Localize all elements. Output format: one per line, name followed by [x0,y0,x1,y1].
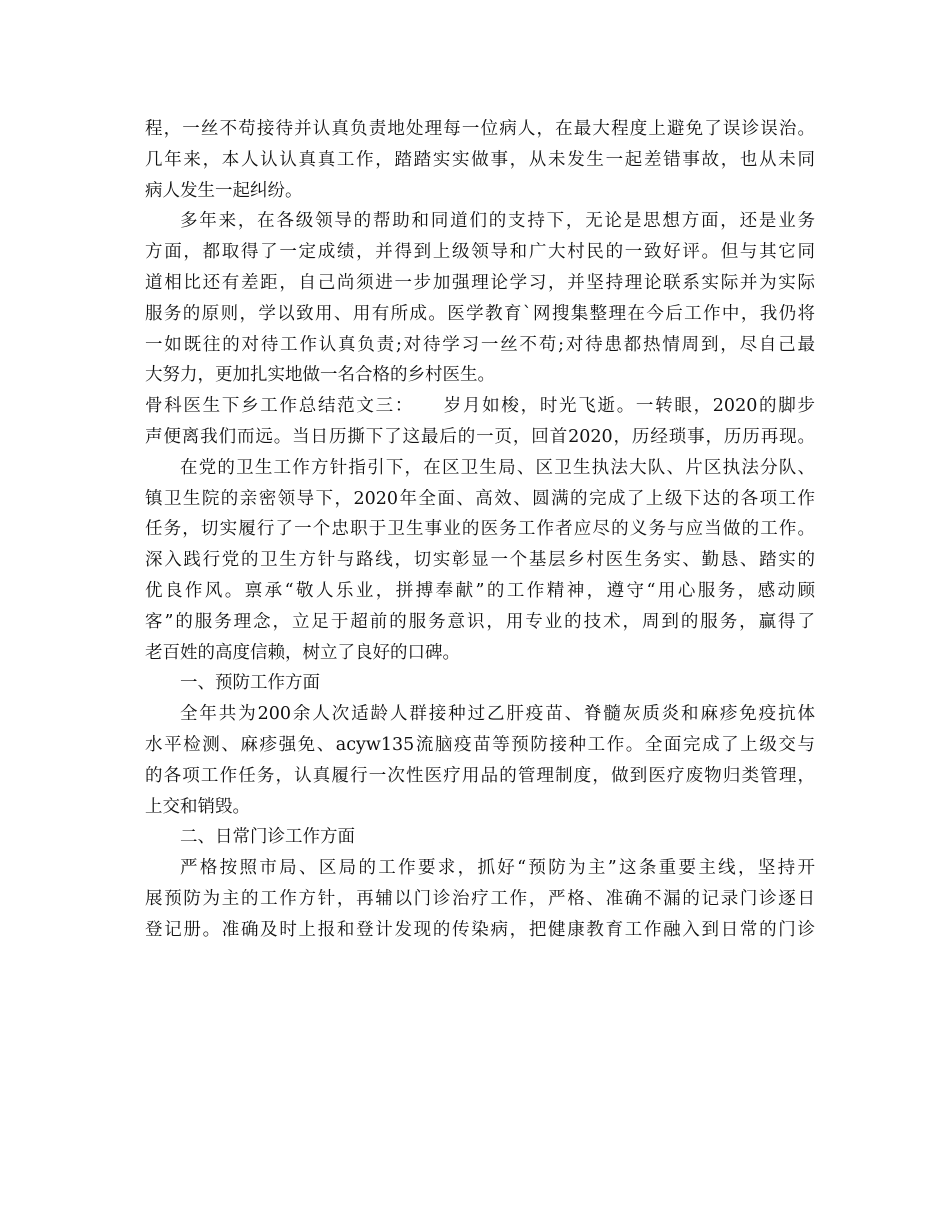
text-line: 水平检测、麻疹强免、acyw135流脑疫苗等预防接种工作。全面完成了上级交与 [145,734,815,755]
paragraph-first-line: 全年共为200余人次适龄人群接种过乙肝疫苗、脊髓灰质炎和麻疹免疫抗体 [180,704,815,725]
text-line: 大努力，更加扎实地做一名合格的乡村医生。 [145,365,495,386]
text-line: 客”的服务理念，立足于超前的服务意识，用专业的技术，周到的服务，赢得了 [145,611,815,632]
text-line: 声便离我们而远。当日历撕下了这最后的一页，回首2020，历经琐事，历历再现。 [145,426,815,447]
text-line: 病人发生一起纠纷。 [145,180,303,201]
paragraph-first-line: 多年来，在各级领导的帮助和同道们的支持下，无论是思想方面，还是业务 [180,211,815,232]
text-line: 镇卫生院的亲密领导下，2020年全面、高效、圆满的完成了上级下达的各项工作 [145,488,815,509]
text-line: 一如既往的对待工作认真负责;对待学习一丝不苟;对待患都热情周到，尽自己最 [145,334,815,355]
section-title-line: 骨科医生下乡工作总结范文三： 岁月如梭，时光飞逝。一转眼，2020的脚步 [145,396,815,417]
text-line: 道相比还有差距，自己尚须进一步加强理论学习，并坚持理论联系实际并为实际 [145,272,815,293]
text-line: 优良作风。禀承“敬人乐业，拼搏奉献”的工作精神，遵守“用心服务，感动顾 [145,580,815,601]
text-line: 老百姓的高度信赖，树立了良好的口碑。 [145,642,460,663]
paragraph-first-line: 在党的卫生工作方针指引下，在区卫生局、区卫生执法大队、片区执法分队、 [180,457,815,478]
text-line: 深入践行党的卫生方针与路线，切实彰显一个基层乡村医生务实、勤恳、踏实的 [145,550,815,571]
section-heading: 一、预防工作方面 [180,673,320,694]
text-line: 服务的原则，学以致用、用有所成。医学教育`网搜集整理在今后工作中，我仍将 [145,303,815,324]
text-line: 的各项工作任务，认真履行一次性医疗用品的管理制度，做到医疗废物归类管理， [145,765,815,786]
text-line: 登记册。准确及时上报和登计发现的传染病，把健康教育工作融入到日常的门诊 [145,919,815,940]
paragraph-first-line: 严格按照市局、区局的工作要求，抓好“预防为主”这条重要主线，坚持开 [180,858,815,879]
section-heading: 二、日常门诊工作方面 [180,827,355,848]
text-line: 几年来，本人认认真真工作，踏踏实实做事，从未发生一起差错事故，也从未同 [145,149,815,170]
document-page [145,114,815,946]
text-line: 上交和销毁。 [145,796,250,817]
text-line: 程，一丝不苟接待并认真负责地处理每一位病人，在最大程度上避免了误诊误治。 [145,119,815,139]
text-line: 展预防为主的工作方针，再辅以门诊治疗工作，严格、准确不漏的记录门诊逐日 [145,888,815,909]
text-line: 任务，切实履行了一个忠职于卫生事业的医务工作者应尽的义务与应当做的工作。 [145,519,815,540]
text-line: 方面，都取得了一定成绩，并得到上级领导和广大村民的一致好评。但与其它同 [145,242,815,263]
